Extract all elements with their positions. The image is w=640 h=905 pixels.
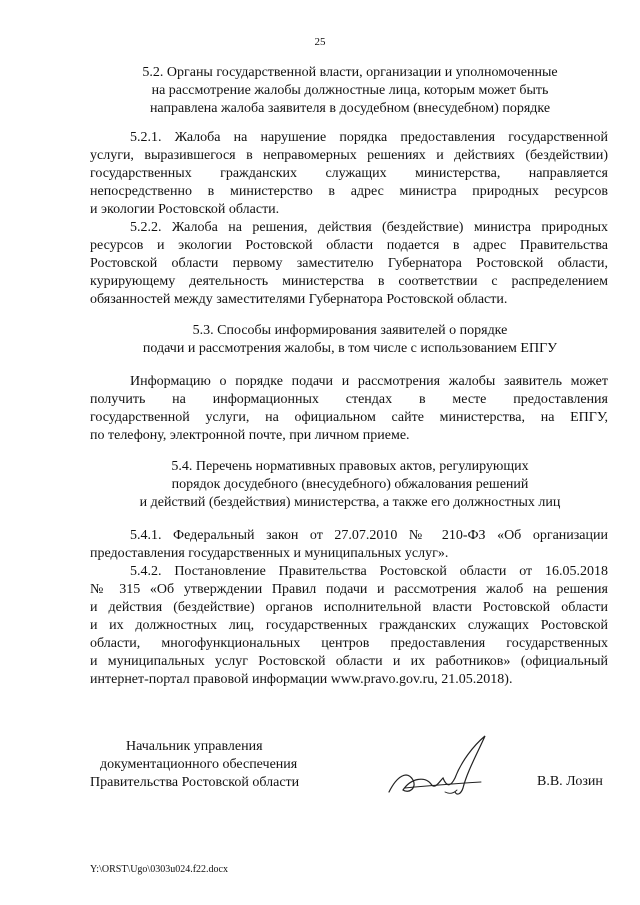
text-line: государственной услуги, на официальном сайте министерства, на ЕПГУ, bbox=[90, 410, 608, 425]
text-line: и их должностных лиц, государственных гражданских служащих Ростовской bbox=[90, 618, 608, 633]
text-line: и муниципальных услуг Ростовской области и их работников» (официальный bbox=[90, 654, 608, 669]
text-line: 5.2.1. Жалоба на нарушение порядка предоставления государственной bbox=[130, 130, 608, 145]
text-line: и действия (бездействие) органов исполнительной власти Ростовской области bbox=[90, 600, 608, 615]
text-line: ресурсов и экологии Ростовской области подается в адрес Правительства bbox=[90, 238, 608, 253]
text-line: № 315 «Об утверждении Правил подачи и рассмотрения жалоб на решения bbox=[90, 582, 608, 597]
text-line: Ростовской области первому заместителю Губернатора Ростовской области, bbox=[90, 256, 608, 271]
paragraph-5-4-2 bbox=[90, 563, 608, 689]
text-line: государственных гражданских служащих министерства, направляется bbox=[90, 166, 608, 181]
text-line: и экологии Ростовской области. bbox=[90, 202, 280, 217]
section-5-4-heading bbox=[60, 458, 640, 512]
text-line: интернет-портал правовой информации www.pravo.gov.ru, 21.05.2018). bbox=[90, 672, 513, 687]
file-path: Y:\ORST\Ugo\0303u024.f22.docx bbox=[90, 864, 228, 875]
text-line: обязанностей между заместителями Губернатора Ростовской области. bbox=[90, 292, 508, 307]
paragraph-5-2-1 bbox=[90, 129, 608, 219]
signatory-position bbox=[90, 738, 299, 792]
text-line: курирующему деятельность министерства в соответствии с распределением bbox=[90, 274, 608, 289]
text-line: непосредственно в министерство в адрес министра природных ресурсов bbox=[90, 184, 608, 199]
section-5-3-heading bbox=[60, 322, 640, 358]
position-line: Начальник управления bbox=[126, 739, 263, 754]
text-line: по телефону, электронной почте, при личном приеме. bbox=[90, 428, 410, 443]
handwritten-signature bbox=[385, 732, 505, 802]
text-line: 5.4.1. Федеральный закон от 27.07.2010 № 210-ФЗ «Об организации bbox=[130, 528, 608, 543]
paragraph-5-3 bbox=[90, 373, 608, 445]
heading-line: направлена жалоба заявителя в досудебном (внесудебном) порядке bbox=[149, 101, 551, 116]
signer-name: В.В. Лозин bbox=[537, 774, 603, 789]
heading-line: подачи и рассмотрения жалобы, в том числе с использованием ЕПГУ bbox=[142, 341, 558, 356]
text-line: получить на информационных стендах в месте предоставления bbox=[90, 392, 608, 407]
text-line: 5.2.2. Жалоба на решения, действия (бездействие) министра природных bbox=[130, 220, 608, 235]
page-number: 25 bbox=[314, 36, 326, 48]
heading-line: и действий (бездействия) министерства, а также его должностных лиц bbox=[139, 495, 561, 510]
text-line: 5.4.2. Постановление Правительства Ростовской области от 16.05.2018 bbox=[130, 564, 608, 579]
position-line: документационного обеспечения bbox=[100, 757, 298, 772]
section-5-2-heading bbox=[60, 64, 640, 118]
heading-line: 5.3. Способы информирования заявителей о порядке bbox=[192, 323, 508, 338]
text-line: области, многофункциональных центров предоставления государственных bbox=[90, 636, 608, 651]
position-line: Правительства Ростовской области bbox=[90, 775, 300, 790]
heading-line: порядок досудебного (внесудебного) обжалования решений bbox=[171, 477, 529, 492]
heading-line: на рассмотрение жалобы должностные лица, которым может быть bbox=[151, 83, 549, 98]
paragraph-5-4-1 bbox=[90, 527, 608, 563]
heading-line: 5.2. Органы государственной власти, организации и уполномоченные bbox=[142, 65, 558, 80]
text-line: Информацию о порядке подачи и рассмотрения жалобы заявитель может bbox=[130, 374, 608, 389]
text-line: услуги, выразившегося в неправомерных решениях и действиях (бездействии) bbox=[90, 148, 608, 163]
paragraph-5-2-2 bbox=[90, 219, 608, 309]
heading-line: 5.4. Перечень нормативных правовых актов, регулирующих bbox=[171, 459, 529, 474]
text-line: предоставления государственных и муниципальных услуг». bbox=[90, 546, 449, 561]
